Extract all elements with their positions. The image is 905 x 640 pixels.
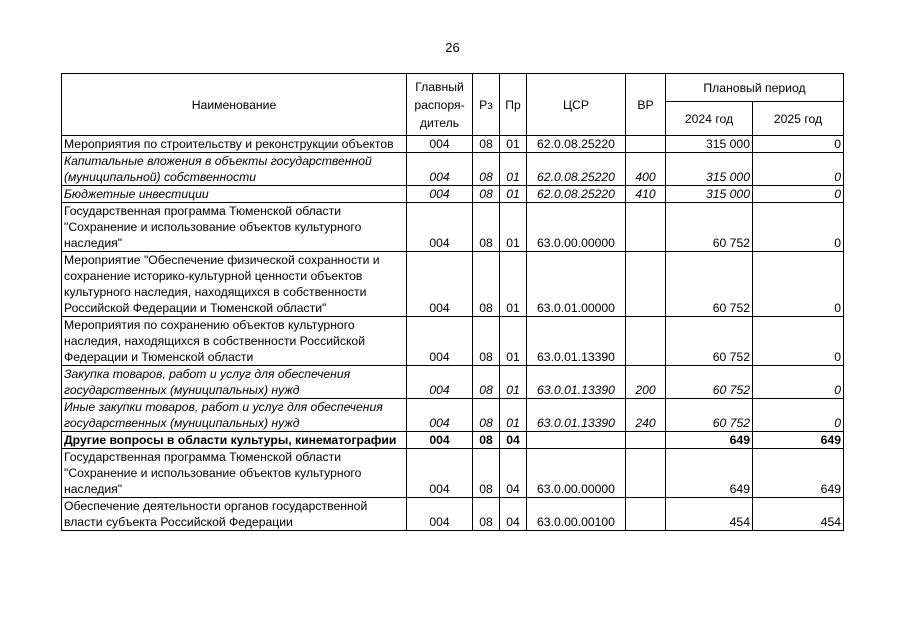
- cell-rz: 08: [473, 153, 500, 186]
- cell-admin: 004: [407, 203, 473, 252]
- cell-2024: 649: [666, 449, 753, 498]
- cell-csr: 62.0.08.25220: [527, 136, 626, 153]
- cell-2024: 60 752: [666, 252, 753, 317]
- cell-pr: 01: [500, 136, 527, 153]
- header-planned-period: Плановый период: [666, 74, 844, 102]
- table-header: [62, 74, 844, 136]
- cell-admin: 004: [407, 186, 473, 203]
- cell-rz: 08: [473, 252, 500, 317]
- cell-name: Закупка товаров, работ и услуг для обеспечения государственных (муниципальных) нужд: [62, 366, 407, 399]
- cell-2024: 454: [666, 498, 753, 531]
- cell-admin: 004: [407, 317, 473, 366]
- cell-2024: 649: [666, 432, 753, 449]
- cell-pr: 01: [500, 399, 527, 432]
- cell-pr: 04: [500, 498, 527, 531]
- cell-2024: 60 752: [666, 317, 753, 366]
- cell-2025: 0: [753, 153, 844, 186]
- cell-2024: 315 000: [666, 136, 753, 153]
- cell-2024: 60 752: [666, 399, 753, 432]
- cell-rz: 08: [473, 432, 500, 449]
- cell-2025: 0: [753, 399, 844, 432]
- cell-pr: 04: [500, 432, 527, 449]
- table-row: [62, 252, 844, 317]
- cell-admin: 004: [407, 366, 473, 399]
- cell-name: Мероприятие "Обеспечение физической сохранности и сохранение историко-культурной ценности объектов культурного наследия, находящихся в собственности Российской Федерации и Тюменской области": [62, 252, 407, 317]
- cell-csr: 63.0.01.13390: [527, 366, 626, 399]
- cell-vr: [626, 317, 666, 366]
- cell-admin: 004: [407, 449, 473, 498]
- cell-name: Мероприятия по сохранению объектов культурного наследия, находящихся в собственности Российской Федерации и Тюменской области: [62, 317, 407, 366]
- cell-2024: 60 752: [666, 366, 753, 399]
- cell-2025: 0: [753, 366, 844, 399]
- cell-rz: 08: [473, 366, 500, 399]
- header-vr: ВР: [626, 74, 666, 136]
- header-csr: ЦСР: [527, 74, 626, 136]
- cell-vr: [626, 449, 666, 498]
- cell-csr: 62.0.08.25220: [527, 153, 626, 186]
- cell-2025: 649: [753, 449, 844, 498]
- cell-vr: [626, 498, 666, 531]
- header-name: Наименование: [62, 74, 407, 136]
- cell-csr: 63.0.00.00000: [527, 449, 626, 498]
- cell-rz: 08: [473, 449, 500, 498]
- cell-name: Другие вопросы в области культуры, кинематографии: [62, 432, 407, 449]
- cell-csr: [527, 432, 626, 449]
- cell-rz: 08: [473, 498, 500, 531]
- table-row: [62, 449, 844, 498]
- cell-csr: 63.0.01.13390: [527, 399, 626, 432]
- cell-admin: 004: [407, 136, 473, 153]
- cell-2025: 0: [753, 203, 844, 252]
- table-row: [62, 153, 844, 186]
- table-row: [62, 317, 844, 366]
- cell-name: Обеспечение деятельности органов государственной власти субъекта Российской Федерации: [62, 498, 407, 531]
- cell-name: Государственная программа Тюменской области "Сохранение и использование объектов культурного наследия": [62, 203, 407, 252]
- header-admin: Главный распоря-дитель: [407, 74, 473, 136]
- cell-admin: 004: [407, 153, 473, 186]
- cell-name: Капитальные вложения в объекты государственной (муниципальной) собственности: [62, 153, 407, 186]
- cell-name: Мероприятия по строительству и реконструкции объектов: [62, 136, 407, 153]
- header-year-2025: 2025 год: [753, 102, 844, 136]
- cell-2025: 0: [753, 186, 844, 203]
- table-row: [62, 498, 844, 531]
- cell-csr: 63.0.00.00100: [527, 498, 626, 531]
- cell-vr: 410: [626, 186, 666, 203]
- cell-pr: 04: [500, 449, 527, 498]
- cell-csr: 63.0.01.00000: [527, 252, 626, 317]
- cell-csr: 63.0.00.00000: [527, 203, 626, 252]
- cell-vr: [626, 432, 666, 449]
- table-body: [62, 136, 844, 531]
- cell-vr: 240: [626, 399, 666, 432]
- cell-admin: 004: [407, 498, 473, 531]
- cell-vr: 400: [626, 153, 666, 186]
- cell-pr: 01: [500, 203, 527, 252]
- cell-csr: 62.0.08.25220: [527, 186, 626, 203]
- table-row: [62, 399, 844, 432]
- header-year-2024: 2024 год: [666, 102, 753, 136]
- cell-2025: 649: [753, 432, 844, 449]
- table-row: [62, 366, 844, 399]
- cell-vr: [626, 203, 666, 252]
- cell-pr: 01: [500, 153, 527, 186]
- table-row: [62, 186, 844, 203]
- cell-pr: 01: [500, 186, 527, 203]
- cell-name: Бюджетные инвестиции: [62, 186, 407, 203]
- cell-rz: 08: [473, 203, 500, 252]
- budget-table: [61, 73, 844, 531]
- cell-admin: 004: [407, 252, 473, 317]
- cell-2024: 315 000: [666, 186, 753, 203]
- cell-rz: 08: [473, 136, 500, 153]
- table-row: [62, 136, 844, 153]
- table-row: [62, 432, 844, 449]
- cell-csr: 63.0.01.13390: [527, 317, 626, 366]
- cell-2025: 454: [753, 498, 844, 531]
- cell-2024: 315 000: [666, 153, 753, 186]
- cell-vr: [626, 136, 666, 153]
- cell-pr: 01: [500, 317, 527, 366]
- cell-rz: 08: [473, 317, 500, 366]
- cell-pr: 01: [500, 366, 527, 399]
- cell-admin: 004: [407, 399, 473, 432]
- cell-vr: [626, 252, 666, 317]
- header-pr: Пр: [500, 74, 527, 136]
- header-rz: Рз: [473, 74, 500, 136]
- cell-2025: 0: [753, 252, 844, 317]
- page-number: 26: [445, 40, 460, 55]
- cell-pr: 01: [500, 252, 527, 317]
- cell-rz: 08: [473, 399, 500, 432]
- table-row: [62, 203, 844, 252]
- cell-2024: 60 752: [666, 203, 753, 252]
- cell-rz: 08: [473, 186, 500, 203]
- cell-2025: 0: [753, 136, 844, 153]
- cell-name: Государственная программа Тюменской области "Сохранение и использование объектов культурного наследия": [62, 449, 407, 498]
- cell-admin: 004: [407, 432, 473, 449]
- cell-name: Иные закупки товаров, работ и услуг для обеспечения государственных (муниципальных) нужд: [62, 399, 407, 432]
- cell-vr: 200: [626, 366, 666, 399]
- cell-2025: 0: [753, 317, 844, 366]
